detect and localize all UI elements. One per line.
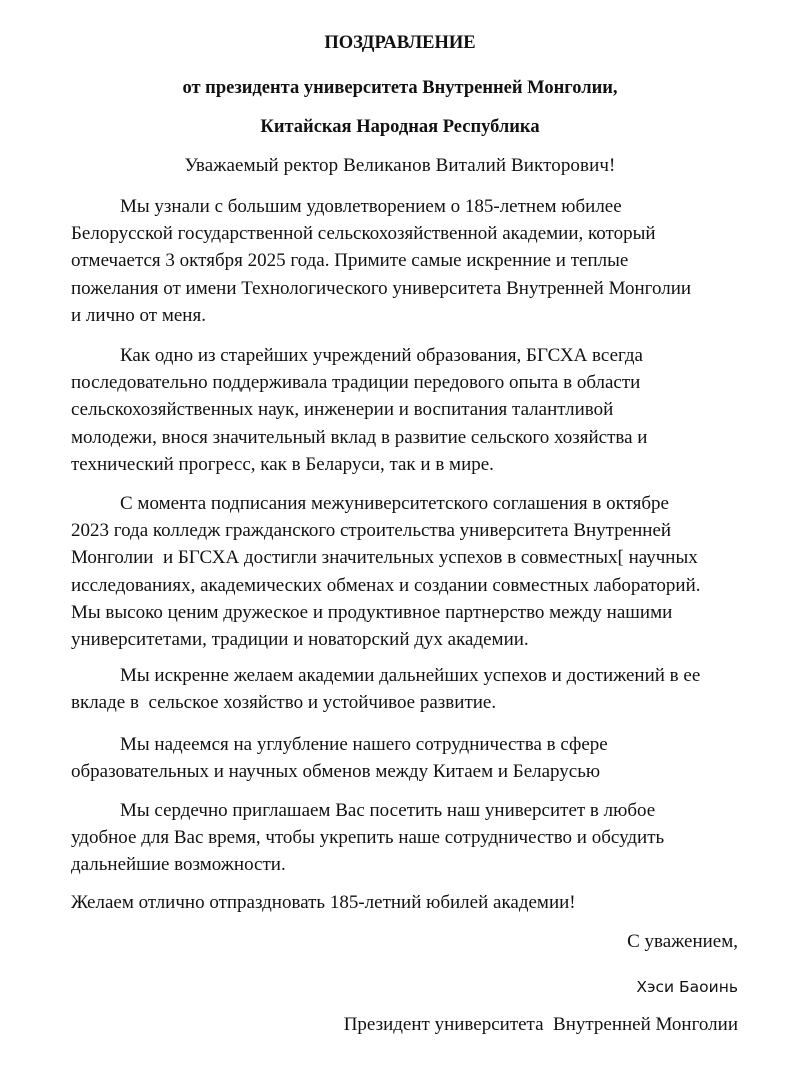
paragraph-line: Мы высоко ценим дружеское и продуктивное партнерство между нашими: [71, 601, 673, 623]
paragraph-line: сельскохозяйственных наук, инженерии и воспитания талантливой: [71, 399, 614, 421]
paragraph-line: университетами, традиции и новаторский дух академии.: [71, 629, 529, 651]
paragraph-line: исследованиях, академических обменах и создании совместных лабораторий.: [71, 574, 701, 596]
paragraph-line: дальнейшие возможности.: [71, 854, 286, 876]
paragraph-line: образовательных и научных обменов между Китаем и Беларусью: [71, 761, 601, 783]
sign-off: С уважением,: [627, 931, 738, 952]
paragraph-line: отмечается 3 октября 2025 года. Примите самые искренние и теплые: [71, 250, 629, 272]
signer-name: Хэси Баоинь: [636, 978, 738, 996]
paragraph-4: [71, 662, 751, 716]
paragraph-line: Мы надеемся на углубление нашего сотрудничества в сфере: [120, 734, 608, 755]
signer-title: Президент университета Внутренней Монголии: [343, 1014, 738, 1035]
letter-title: ПОЗДРАВЛЕНИЕ: [324, 33, 476, 53]
paragraph-line: С момента подписания межуниверситетского соглашения в октябре: [120, 493, 669, 514]
paragraph-line: Белорусской государственной сельскохозяйственной академии, который: [71, 223, 656, 245]
closing-wish-line: Желаем отлично отпраздновать 185-летний юбилей академии!: [71, 892, 576, 913]
closing-wish: [71, 889, 751, 916]
paragraph-line: Монголии и БГСХА достигли значительных успехов в совместных[ научных: [71, 547, 698, 569]
paragraph-line: вкладе в сельское хозяйство и устойчивое развитие.: [71, 692, 497, 714]
paragraph-line: Мы сердечно приглашаем Вас посетить наш университет в любое: [120, 800, 656, 821]
paragraph-line: удобное для Вас время, чтобы укрепить наше сотрудничество и обсудить: [71, 827, 665, 849]
letter-greeting: Уважаемый ректор Великанов Виталий Викторович!: [184, 155, 616, 176]
paragraph-3: [71, 490, 751, 653]
paragraph-line: технический прогресс, как в Беларуси, так и в мире.: [71, 453, 494, 475]
paragraph-line: молодежи, внося значительный вклад в развитие сельского хозяйства и: [71, 426, 648, 448]
paragraph-line: Мы искренне желаем академии дальнейших успехов и достижений в ее: [120, 665, 701, 686]
paragraph-line: Мы узнали с большим удовлетворением о 185-летнем юбилее: [120, 196, 622, 217]
letter-subtitle-country: Китайская Народная Республика: [260, 117, 540, 137]
paragraph-2: [71, 342, 751, 478]
paragraph-5: [71, 731, 751, 785]
paragraph-line: 2023 года колледж гражданского строительства университета Внутренней: [71, 520, 672, 542]
letter-subtitle-sender: от президента университета Внутренней Монголии,: [182, 78, 618, 98]
paragraph-1: [71, 193, 751, 329]
paragraph-line: пожелания от имени Технологического университета Внутренней Монголии: [71, 277, 692, 299]
paragraph-line: и лично от меня.: [71, 304, 206, 326]
paragraph-6: [71, 797, 751, 879]
paragraph-line: последовательно поддерживала традиции передового опыта в области: [71, 372, 641, 394]
paragraph-line: Как одно из старейших учреждений образования, БГСХА всегда: [120, 345, 643, 366]
